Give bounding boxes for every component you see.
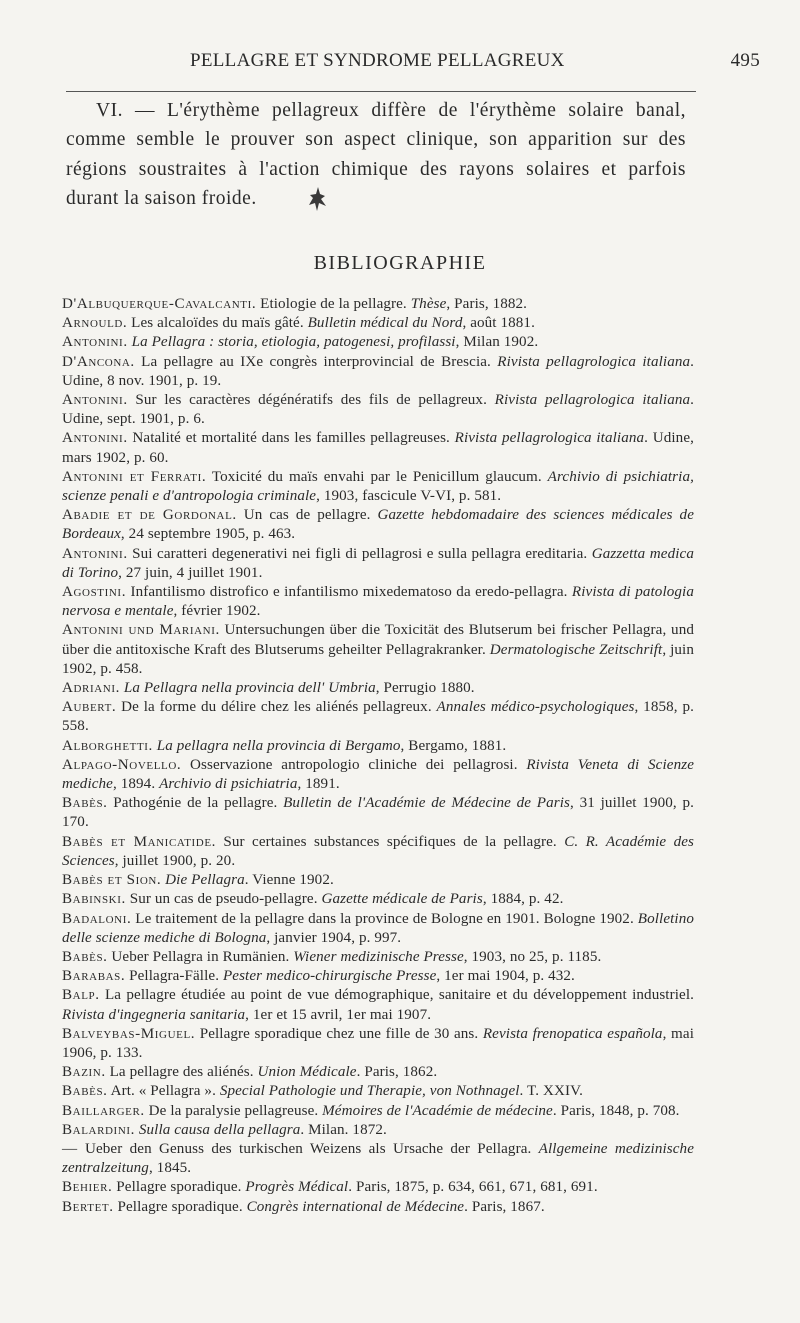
- entry-source: Gazette médicale de Paris: [321, 891, 483, 908]
- entry-details: , 1894.: [113, 776, 160, 793]
- entry-details: . Paris, 1862.: [356, 1064, 438, 1081]
- bibliography-entry: [62, 333, 694, 352]
- entry-details: , 31 juillet 1900, p. 170.: [62, 795, 694, 831]
- entry-details: , 1903, fascicule V-VI, p. 581.: [316, 488, 502, 505]
- entry-title: La pellagre des aliénés.: [105, 1064, 258, 1081]
- entry-author: Antonini.: [62, 334, 128, 351]
- entry-details: , 1858, p. 558.: [62, 699, 694, 735]
- entry-details: , 1er et 15 avril, 1er mai 1907.: [245, 1006, 432, 1023]
- bibliography-entry: [62, 986, 694, 1024]
- bibliography-entry: [62, 1025, 694, 1063]
- entry-author: Agostini.: [62, 584, 127, 601]
- entry-details: . Paris, 1848, p. 708.: [552, 1102, 680, 1119]
- entry-source: Rivista pellagrologica italiana: [454, 430, 645, 447]
- entry-author: Behier.: [62, 1179, 113, 1196]
- entry-title: La pellagre au IXe congrès interprovincial de Brescia.: [134, 353, 498, 370]
- entry-author: Alborghetti.: [62, 737, 153, 754]
- entry-source: Congrès international de Médecine: [246, 1198, 465, 1215]
- bibliography-entry: [62, 948, 694, 967]
- entry-source: Dermatologische Zeitschrift: [489, 641, 663, 658]
- entry-source: Bolletino delle scienze mediche di Bologna: [62, 910, 694, 946]
- ink-blot-mark: [307, 186, 329, 212]
- entry-details: , 1903, no 25, p. 1185.: [463, 948, 602, 965]
- entry-title: Pellagre sporadique.: [112, 1179, 246, 1196]
- entry-title: Osservazione antropologio cliniche dei pellagrosi.: [181, 756, 527, 773]
- entry-author: Baillarger.: [62, 1102, 145, 1119]
- entry-source: Pester medico-chirurgische Presse: [222, 968, 437, 985]
- entry-details: , 1er mai 1904, p. 432.: [436, 968, 575, 985]
- bibliography-entry: [62, 545, 694, 583]
- bibliography-entry: [62, 353, 694, 391]
- entry-details: , 24 septembre 1905, p. 463.: [120, 526, 296, 543]
- entry-source: Bulletin médical du Nord: [307, 315, 463, 332]
- entry-details: , 1891.: [297, 776, 340, 793]
- entry-title: Sui caratteri degenerativi nei figli di pellagrosi e sulla pellagra ereditaria.: [127, 545, 592, 562]
- bibliography-entry: [62, 429, 694, 467]
- bibliography-entry: [62, 1063, 694, 1082]
- entry-source: Bulletin de l'Académie de Médecine de Paris: [283, 795, 571, 812]
- entry-author: Barabas.: [62, 968, 126, 985]
- entry-source: Archivio di psichiatria, scienze penali e d'antropologia criminale: [62, 468, 694, 505]
- entry-source: Mémoires de l'Académie de médecine: [322, 1102, 553, 1119]
- entry-details: , Milan 1902.: [455, 334, 539, 351]
- bibliography-entry: [62, 910, 694, 948]
- entry-title: Art. « Pellagra ».: [107, 1083, 220, 1100]
- entry-source: Rivista pellagrologica italiana: [497, 353, 691, 370]
- entry-source: C. R. Académie des Sciences: [62, 833, 694, 869]
- bibliography-entry: [62, 506, 694, 544]
- bibliography-entry: [62, 468, 694, 506]
- entry-details: . Udine, 8 nov. 1901, p. 19.: [62, 353, 695, 389]
- bibliography-entry: [62, 1140, 694, 1178]
- entry-title: Sur un cas de pseudo-pellagre.: [125, 891, 322, 908]
- header-rule: [66, 91, 696, 92]
- entry-details: , mai 1906, p. 133.: [62, 1025, 694, 1061]
- entry-source: Revista frenopatica española: [482, 1025, 663, 1042]
- entry-title: La pellagre étudiée au point de vue démographique, sanitaire et du développement industriel.: [99, 987, 694, 1004]
- entry-details: , 1884, p. 42.: [482, 891, 564, 908]
- bibliography-heading: BIBLIOGRAPHIE: [313, 252, 487, 274]
- entry-title: Untersuchungen über die Toxicität des Blutserum bei frischer Pellagra, und über die antitoxische Kraft des Blutserums geheilter Pellagrakranker.: [62, 622, 694, 658]
- entry-details: , 27 juin, 4 juillet 1901.: [118, 564, 263, 581]
- entry-source: Progrès Médical: [245, 1179, 349, 1196]
- entry-source: La Pellagra nella provincia dell' Umbria: [123, 680, 376, 697]
- entry-source: Archivio di psichiatria: [159, 776, 298, 793]
- bibliography-entry: [62, 679, 694, 698]
- entry-title: Etiologie de la pellagre.: [256, 296, 411, 312]
- entry-source: Wiener medizinische Presse: [293, 948, 464, 965]
- entry-title: De la paralysie pellagreuse.: [144, 1102, 323, 1119]
- entry-author: Balardini.: [62, 1121, 135, 1138]
- entry-details: , juillet 1900, p. 20.: [114, 852, 236, 869]
- bibliography-entry: [62, 890, 694, 909]
- entry-details: , Bergamo, 1881.: [400, 737, 507, 754]
- entry-author: Babès et Sion.: [62, 872, 162, 889]
- entry-source: Union Médicale: [257, 1064, 357, 1081]
- entry-details: , 1845.: [148, 1160, 192, 1177]
- entry-author: Abadie et de Gordonal.: [62, 507, 237, 524]
- entry-details: . Udine, sept. 1901, p. 6.: [62, 392, 695, 428]
- entry-source: Gazzetta medica di Torino: [62, 545, 694, 581]
- bibliography-entry: [62, 1102, 694, 1121]
- entry-author: Badaloni.: [62, 910, 132, 927]
- entry-details: , janvier 1904, p. 997.: [266, 929, 402, 946]
- bibliography-entry: [62, 621, 694, 679]
- entry-details: , août 1881.: [462, 315, 535, 332]
- entry-author: Antonini et Ferrati.: [62, 468, 207, 485]
- bibliography-entry: [62, 871, 694, 890]
- entry-author: Adriani.: [62, 680, 120, 697]
- entry-title: Ueber Pellagra in Rumänien.: [107, 948, 294, 965]
- entry-source: Gazette hebdomadaire des sciences médicales de Bordeaux: [62, 507, 695, 543]
- bibliography-entry: [62, 391, 694, 429]
- entry-author: Balveybas-Miguel.: [62, 1025, 196, 1042]
- entry-author: D'Albuquerque-Cavalcanti.: [62, 296, 257, 312]
- entry-details: . Milan. 1872.: [300, 1121, 387, 1138]
- entry-author: Bertet.: [62, 1198, 114, 1215]
- entry-source: Rivista di patologia nervosa e mentale: [62, 584, 694, 620]
- bibliography-entry: [62, 833, 694, 871]
- entry-source: La pellagra nella provincia di Bergamo: [156, 737, 401, 754]
- entry-title: Les alcaloïdes du maïs gâté.: [127, 315, 308, 332]
- entry-details: , juin 1902, p. 458.: [62, 641, 694, 677]
- entry-details: . Paris, 1875, p. 634, 661, 671, 681, 691.: [348, 1179, 598, 1196]
- entry-author: —: [62, 1140, 78, 1157]
- entry-details: , février 1902.: [173, 603, 261, 620]
- bibliography-entry: [62, 967, 694, 986]
- entry-title: De la forme du délire chez les aliénés pellagreux.: [116, 699, 437, 716]
- entry-source: Rivista d'ingegneria sanitaria: [62, 1006, 246, 1023]
- entry-author: Babès.: [62, 795, 108, 812]
- entry-details: , Perrugio 1880.: [375, 680, 475, 697]
- entry-title: Ueber den Genuss des turkischen Weizens als Ursache der Pellagra.: [77, 1140, 539, 1157]
- entry-author: Babinski.: [62, 891, 126, 908]
- entry-source: La Pellagra : storia, etiologia, patogenesi, profilassi: [131, 334, 456, 351]
- bibliography-list: [62, 295, 694, 1217]
- bibliography-entry: [62, 1198, 694, 1217]
- entry-source: Thèse: [410, 296, 447, 312]
- entry-title: Le traitement de la pellagre dans la province de Bologne en 1901. Bologne 1902.: [131, 910, 638, 927]
- entry-author: Babès et Manicatide.: [62, 833, 217, 850]
- entry-source: Die Pellagra: [165, 872, 245, 889]
- intro-paragraph: [66, 96, 686, 213]
- intro-text: VI. — L'érythème pellagreux diffère de l'érythème solaire banal, comme semble le prouver son aspect clinique, son apparition sur des régions soustraites à l'action chimique des rayons solaires et parfois durant la saison froide.: [66, 100, 686, 209]
- bibliography-entry: [62, 1121, 694, 1140]
- entry-title: Pellagra-Fälle.: [125, 968, 223, 985]
- entry-title: Pellagre sporadique.: [113, 1198, 247, 1215]
- entry-source: Annales médico-psychologiques: [436, 699, 635, 716]
- entry-author: Babès.: [62, 1083, 108, 1100]
- entry-author: Antonini.: [62, 392, 128, 409]
- running-header: [60, 50, 760, 74]
- entry-title: Pathogénie de la pellagre.: [107, 795, 284, 812]
- entry-author: Bazin.: [62, 1064, 106, 1081]
- entry-details: . Paris, 1867.: [464, 1198, 545, 1215]
- entry-author: D'Ancona.: [62, 353, 135, 370]
- bibliography-entry: [62, 1082, 694, 1101]
- entry-source: Rivista Veneta di Scienze mediche: [62, 756, 694, 793]
- entry-title: Sur certaines substances spécifiques de la pellagre.: [216, 833, 565, 850]
- entry-author: Aubert.: [62, 699, 117, 716]
- entry-details: . T. XXIV.: [519, 1083, 584, 1100]
- entry-author: Antonini und Mariani.: [62, 622, 220, 639]
- entry-source: Special Pathologie und Therapie, von Nothnagel: [219, 1083, 520, 1100]
- page-number: 495: [730, 50, 760, 71]
- bibliography-entry: [62, 698, 694, 736]
- entry-author: Alpago-Novello.: [62, 756, 182, 773]
- entry-source: Allgemeine medizinische zentralzeitung: [62, 1140, 694, 1177]
- entry-title: Toxicité du maïs envahi par le Penicillum glaucum.: [206, 468, 548, 485]
- entry-title: Sur les caractères dégénératifs des fils de pellagreux.: [127, 392, 495, 409]
- entry-title: Pellagre sporadique chez une fille de 30 ans.: [195, 1025, 483, 1042]
- bibliography-entry: [62, 737, 694, 756]
- bibliography-entry: [62, 756, 694, 794]
- entry-source: Sulla causa della pellagra: [138, 1121, 301, 1138]
- entry-author: Antonini.: [62, 430, 128, 447]
- bibliography-entry: [62, 314, 694, 333]
- bibliography-entry: [62, 583, 694, 621]
- entry-title: Infantilismo distrofico e infantilismo mixedematoso da eredo-pellagra.: [126, 584, 572, 601]
- entry-title: Un cas de pellagre.: [236, 507, 378, 524]
- entry-details: . Vienne 1902.: [244, 872, 334, 889]
- bibliography-entry: [62, 1178, 694, 1197]
- entry-author: Arnould.: [62, 315, 128, 332]
- entry-author: Antonini.: [62, 545, 128, 562]
- entry-title: Natalité et mortalité dans les familles pellagreuses.: [127, 430, 455, 447]
- bibliography-entry: [62, 794, 694, 832]
- entry-author: Babès.: [62, 948, 108, 965]
- entry-author: Balp.: [62, 987, 100, 1004]
- entry-details: , Paris, 1882.: [446, 296, 528, 312]
- entry-details: . Udine, mars 1902, p. 60.: [62, 430, 694, 466]
- bibliography-entry: [62, 295, 694, 314]
- running-title: PELLAGRE ET SYNDROME PELLAGREUX: [190, 50, 565, 71]
- entry-source: Rivista pellagrologica italiana: [494, 392, 691, 409]
